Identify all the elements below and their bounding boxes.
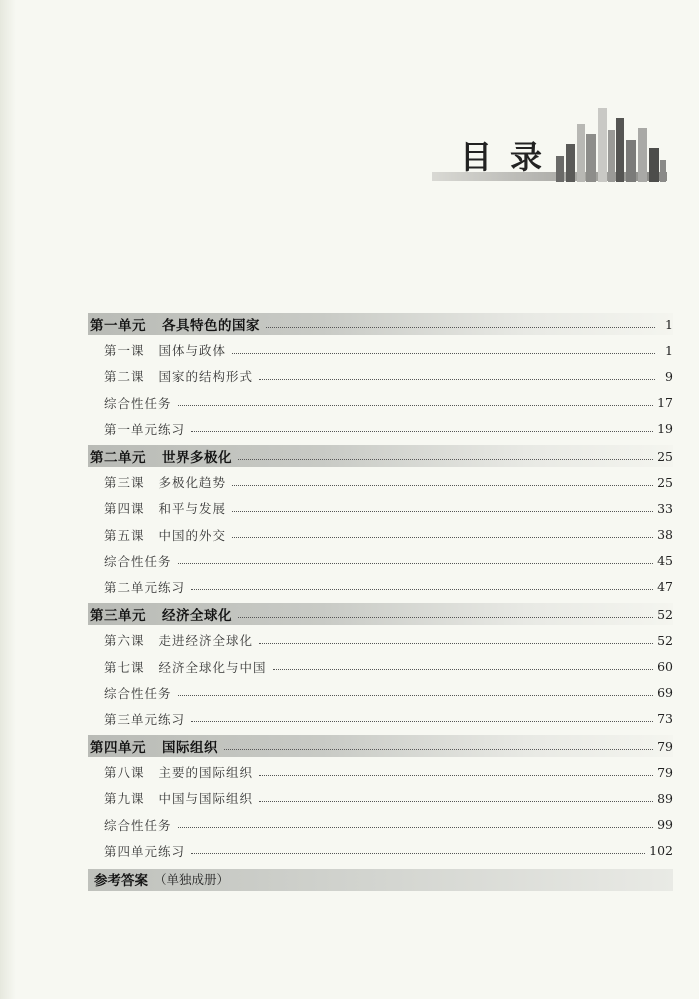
dot-leader [238, 617, 653, 618]
entry-name: 走进经济全球化 [158, 633, 254, 649]
answers-row[interactable] [88, 866, 678, 892]
unit-label: 第一单元 [90, 318, 146, 335]
entry-name: 主要的国际组织 [158, 765, 254, 781]
dot-leader [232, 537, 653, 538]
page-number: 38 [657, 527, 673, 543]
page-number: 25 [657, 448, 673, 464]
entry-title [88, 526, 226, 544]
page-number: 9 [665, 368, 673, 384]
dot-leader [232, 485, 653, 486]
dot-leader [178, 405, 654, 406]
entry-name: 中国与国际组织 [158, 791, 254, 807]
toc-entry[interactable] [88, 574, 678, 600]
page-number: 52 [657, 606, 673, 622]
dot-leader [266, 327, 655, 328]
lesson-label: 第四课 [104, 501, 145, 517]
dot-leader [259, 801, 653, 802]
dot-leader [232, 353, 655, 354]
entry-name: 综合性任务 [104, 395, 172, 411]
toc-entry[interactable] [88, 495, 678, 521]
page-title: 目录 [460, 138, 561, 176]
dot-leader [178, 827, 654, 828]
toc-entry[interactable] [88, 390, 678, 416]
entry-title [88, 552, 172, 570]
entry-title [88, 710, 185, 728]
toc-entry[interactable] [88, 653, 678, 679]
unit-label: 第三单元 [90, 608, 146, 625]
unit-name: 经济全球化 [162, 608, 232, 625]
entry-title [88, 341, 226, 359]
dot-leader [273, 669, 654, 670]
page-number: 79 [657, 738, 673, 754]
unit-name: 世界多极化 [162, 450, 232, 467]
entry-name: 多极化趋势 [158, 475, 227, 491]
entry-name: 第二单元练习 [104, 579, 186, 595]
dot-leader [178, 695, 654, 696]
toc-entry[interactable] [88, 706, 678, 732]
dot-leader [232, 511, 653, 512]
entry-name: 国体与政体 [158, 343, 227, 359]
page-number: 45 [657, 553, 673, 569]
dot-leader [191, 721, 653, 722]
lesson-label: 第一课 [104, 343, 145, 359]
page-number: 52 [657, 632, 673, 648]
unit-heading-row[interactable] [88, 601, 678, 627]
toc-entry[interactable] [88, 838, 678, 864]
dot-leader [191, 589, 653, 590]
entry-name: 综合性任务 [104, 817, 172, 833]
entry-title [88, 473, 226, 491]
unit-label: 第四单元 [90, 740, 146, 757]
dot-leader [178, 563, 654, 564]
page-number: 60 [657, 659, 673, 675]
entry-name: 综合性任务 [104, 685, 172, 701]
lesson-label: 第五课 [104, 527, 145, 543]
entry-name: 第四单元练习 [104, 843, 186, 859]
lesson-label: 第二课 [104, 369, 145, 385]
toc-entry[interactable] [88, 469, 678, 495]
dot-leader [191, 431, 653, 432]
toc-entry[interactable] [88, 548, 678, 574]
page-number: 17 [657, 395, 673, 411]
dot-leader [224, 749, 653, 750]
lesson-label: 第九课 [104, 791, 145, 807]
toc-entry[interactable] [88, 759, 678, 785]
page-number: 33 [657, 500, 673, 516]
unit-title [88, 736, 218, 756]
city-skyline-icon [554, 104, 666, 182]
unit-heading-row[interactable] [88, 733, 678, 759]
unit-name: 国际组织 [162, 740, 218, 757]
page-number: 47 [657, 579, 673, 595]
toc-entry[interactable] [88, 785, 678, 811]
unit-name: 各具特色的国家 [162, 318, 260, 335]
dot-leader [259, 775, 653, 776]
entry-name: 和平与发展 [158, 501, 227, 517]
entry-title [88, 578, 185, 596]
page-number: 99 [657, 817, 673, 833]
page-number: 1 [665, 316, 673, 332]
page-number: 73 [657, 711, 673, 727]
dot-leader [259, 643, 653, 644]
entry-title [88, 499, 226, 517]
entry-title [88, 631, 253, 649]
toc-entry[interactable] [88, 812, 678, 838]
page-number: 25 [657, 474, 673, 490]
lesson-label: 第八课 [104, 765, 145, 781]
unit-heading-row[interactable] [88, 311, 678, 337]
entry-title [88, 367, 253, 385]
page-number: 89 [657, 790, 673, 806]
toc-entry[interactable] [88, 627, 678, 653]
page-number: 69 [657, 685, 673, 701]
entry-title [88, 789, 253, 807]
unit-title [88, 314, 260, 334]
table-of-contents [88, 310, 678, 892]
unit-title [88, 604, 232, 624]
lesson-label: 第六课 [104, 633, 145, 649]
entry-title [88, 842, 185, 860]
lesson-label: 第七课 [104, 659, 145, 675]
toc-entry[interactable] [88, 416, 678, 442]
entry-name: 第三单元练习 [104, 711, 186, 727]
entry-name: 综合性任务 [104, 553, 172, 569]
answers-label: 参考答案 [94, 873, 148, 890]
page-number: 1 [665, 342, 673, 358]
entry-name: 经济全球化与中国 [158, 659, 267, 675]
toc-entry[interactable] [88, 680, 678, 706]
unit-title [88, 446, 232, 466]
entry-title [88, 420, 185, 438]
entry-title [88, 394, 172, 412]
entry-name: 中国的外交 [158, 527, 227, 543]
entry-name: 国家的结构形式 [158, 369, 254, 385]
entry-title [88, 763, 253, 781]
unit-heading-row[interactable] [88, 443, 678, 469]
page-number: 19 [657, 421, 673, 437]
entry-title [88, 658, 267, 676]
entry-title [88, 684, 172, 702]
dot-leader [238, 459, 653, 460]
toc-entry[interactable] [88, 522, 678, 548]
unit-label: 第二单元 [90, 450, 146, 467]
entry-name: 第一单元练习 [104, 421, 186, 437]
page-number: 79 [657, 764, 673, 780]
answers-note: （单独成册） [154, 872, 230, 888]
entry-title [88, 816, 172, 834]
dot-leader [191, 853, 645, 854]
lesson-label: 第三课 [104, 475, 145, 491]
page-edge [0, 0, 16, 999]
dot-leader [259, 379, 655, 380]
toc-entry[interactable] [88, 363, 678, 389]
toc-entry[interactable] [88, 337, 678, 363]
page-number: 102 [649, 843, 673, 859]
